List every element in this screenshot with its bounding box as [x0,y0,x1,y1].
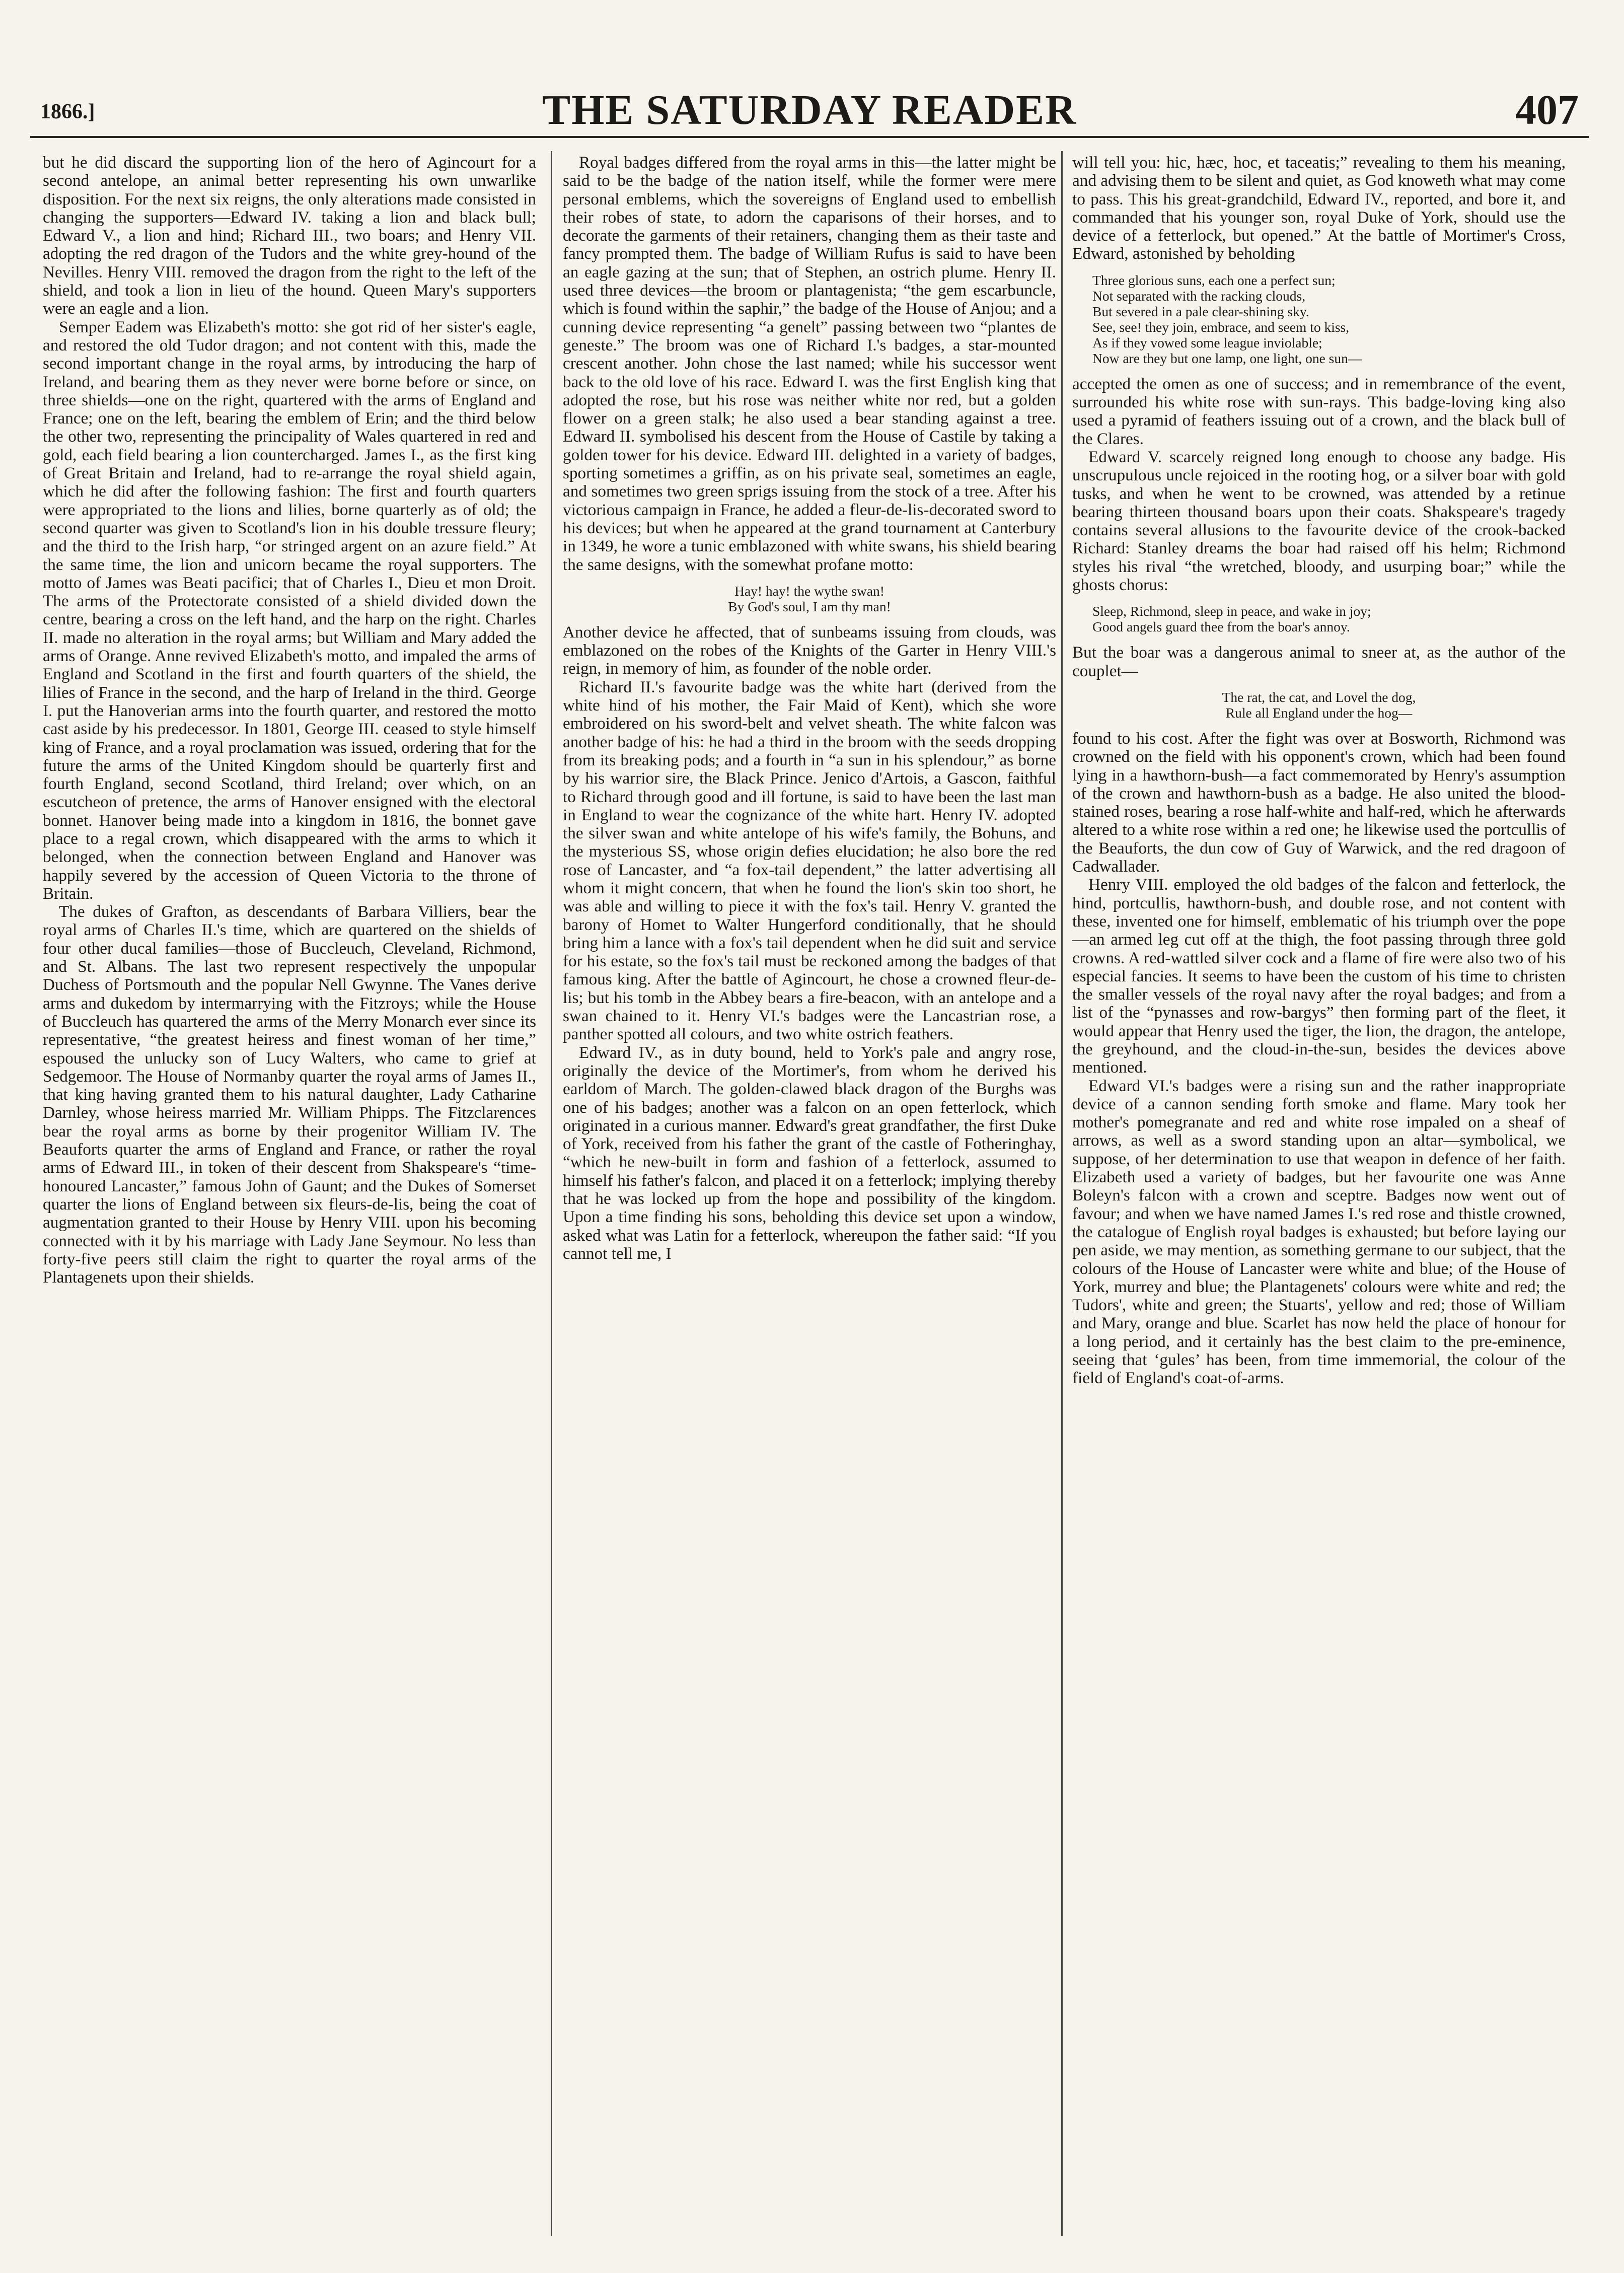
verse-line: The rat, the cat, and Lovel the dog, [1222,689,1416,705]
paragraph: Edward VI.'s badges were a rising sun and the rather inappropriate device of a cannon sending forth smoke and flame. Mary took her mother's pomegranate and red and white rose impaled on a sheaf of arrows, as well as a sword standing upon an altar—symbolical, we suppose, of her determination to use that weapon in defence of her faith. Elizabeth used a variety of badges, but her favourite one was Anne Boleyn's falcon with a crown and sceptre. Badges now went out of favour; and when we have named James I.'s red rose and thistle crowned, the catalogue of English royal badges is exhausted; but before laying our pen aside, we may mention, as something germane to our subject, that the colours of the House of Lancaster were white and blue; of the House of York, murrey and blue; the Plantagenets' colours were white and red; the Tudors', white and green; the Stuarts', yellow and red; those of William and Mary, orange and blue. Scarlet has now held the place of honour for a long period, and it certainly has the best claim to the pre-eminence, seeing that ‘gules’ has been, from time immemorial, the colour of the field of England's coat-of-arms. [1072,1076,1566,1388]
verse-line: But severed in a pale clear-shining sky. [1092,303,1309,319]
paragraph: Richard II.'s favourite badge was the white hart (derived from the white hind of his mother, the Fair Maid of Kent), which she wore embroidered on his sword-belt and velvet sheath. The white falcon was another badge of his: he had a third in the broom with the seeds dropping from its breaking pods; and a fourth in “a sun in his splendour,” as borne by his warrior sire, the Black Prince. Jenico d'Artois, a Gascon, faithful to Richard through good and ill fortune, is said to have been the last man in England to wear the cognizance of the white hart. Henry IV. adopted the silver swan and white antelope of his wife's family, the Bohuns, and the mysterious SS, whose origin defies elucidation; he also bore the red rose of Lancaster, and “a fox-tail dependent,” the latter advertising all whom it might concern, that when he found the lion's skin too short, he was able and willing to piece it with the fox's tail. Henry V. granted the barony of Homet to Walter Hungerford conditionally, that he should bring him a lance with a fox's tail dependent when he did suit and service for his estate, so the fox's tail must be reckoned among the badges of that famous king. After the battle of Agincourt, he chose a crowned fleur-de-lis; but his tomb in the Abbey bears a fire-beacon, with an antelope and a swan chained to it. Henry VI.'s badges were the Lancastrian rose, a panther spotted all colours, and two white ostrich feathers. [563,677,1056,1044]
column-3 [1072,154,1566,2238]
column-rule [1061,151,1063,2236]
verse-line: Sleep, Richmond, sleep in peace, and wake in joy; [1092,603,1371,619]
verse-block [563,583,1056,614]
verse-block [1092,603,1566,634]
issue-year: 1866.] [40,100,95,123]
verse-line: Hay! hay! the wythe swan! [734,583,884,599]
paragraph: But the boar was a dangerous animal to sneer at, as the author of the couplet— [1072,643,1566,680]
paragraph: Royal badges differed from the royal arms in this—the latter might be said to be the badge of the nation itself, while the former were mere personal emblems, which the sovereigns of England used to embellish their robes of state, to adorn the caparisons of their horses, and to decorate the garments of their retainers, changing them as their taste and fancy prompted them. The badge of William Rufus is said to have been an eagle gazing at the sun; that of Stephen, an ostrich plume. Henry II. used three devices—the broom or plantagenista; “the gem escarbuncle, which is found within the saphir,” the badge of the House of Anjou; and a cunning device representing “a genelt” passing between two “plantes de geneste.” The broom was one of Richard I.'s badges, a star-mounted crescent another. John chose the last named; while his successor went back to the old love of his race. Edward I. was the first English king that adopted the rose, but his rose was neither white nor red, but a golden flower on a green stalk; he also used a bear standing against a tree. Edward II. symbolised his descent from the House of Castile by taking a golden tower for his device. Edward III. delighted in a variety of badges, sporting sometimes a griffin, as on his private seal, sometimes an eagle, and sometimes two green sprigs issuing from the stock of a tree. After his victorious campaign in France, he added a fleur-de-lis-decorated sword to his devices; but when he appeared at the grand tournament at Canterbury in 1349, he wore a tunic emblazoned with white swans, his shield bearing the same designs, with the somewhat profane motto: [563,154,1056,574]
paragraph: The dukes of Grafton, as descendants of Barbara Villiers, bear the royal arms of Charles II.'s time, which are quartered on the shields of four other ducal families—those of Buccleuch, Cleveland, Richmond, and St. Albans. The last two represent respectively the unpopular Duchess of Portsmouth and the popular Nell Gwynne. The Vanes derive arms and dukedom by intermarrying with the Fitzroys; while the House of Buccleuch has quartered the arms of the Merry Monarch ever since its representative, “the greatest heiress and finest woman of her time,” espoused the unlucky son of Lucy Walters, who came to grief at Sedgemoor. The House of Normanby quarter the royal arms of James II., that king having granted them to his natural daughter, Lady Catharine Darnley, whose heiress married Mr. William Phipps. The Fitzclarences bear the royal arms as borne by their progenitor William IV. The Beauforts quarter the arms of England and France, or rather the royal arms of Edward III., in token of their descent from Shakspeare's “time-honoured Lancaster,” famous John of Gaunt; and the Dukes of Somerset quarter the lions of England between six fleurs-de-lis, being the coat of augmentation granted to their House by Henry VIII. upon his becoming connected with it by his marriage with Lady Jane Seymour. No less than forty-five peers still claim the right to quarter the royal arms of the Plantagenets upon their shields. [43,902,536,1287]
verse-block [1092,272,1566,366]
verse-line: Good angels guard thee from the boar's annoy. [1092,619,1350,635]
paragraph: Edward V. scarcely reigned long enough to choose any badge. His unscrupulous uncle rejoiced in the rooting hog, or a silver boar with gold tusks, and when he went to be crowned, was attended by a retinue bearing thirteen thousand boars upon their coats. Shakspeare's tragedy contains several allusions to the favourite device of the crook-backed Richard: Stanley dreams the boar had raised off his helm; Richmond styles his rival “the wretched, bloody, and usurping boar;” while the ghosts chorus: [1072,447,1566,595]
paragraph: Henry VIII. employed the old badges of the falcon and fetterlock, the hind, portcullis, hawthorn-bush, and double rose, and not content with these, invented one for himself, emblematic of his triumph over the pope—an armed leg cut off at the thigh, the foot passing through three gold crowns. A red-wattled silver cock and a flame of fire were also two of his especial fancies. It seems to have been the custom of his time to christen the smaller vessels of the royal navy after the royal badges; and from a list of the “pynasses and row-bargys” then forming part of the fleet, it would appear that Henry used the tiger, the lion, the dragon, the antelope, the greyhound, and the cloud-in-the-sun, besides the devices above mentioned. [1072,875,1566,1077]
page-header [30,76,1589,138]
paragraph: will tell you: hic, hæc, hoc, et taceatis;” revealing to them his meaning, and advising them to be silent and quiet, as God knoweth what may come to pass. This his great-grandchild, Edward IV., reported, and bore it, and commanded that his younger son, royal Duke of York, should use the device of a fetterlock, but opened.” At the battle of Mortimer's Cross, Edward, astonished by beholding [1072,154,1566,263]
verse-line: Not separated with the racking clouds, [1092,288,1306,304]
paragraph: found to his cost. After the fight was over at Bosworth, Richmond was crowned on the field with his opponent's crown, which had been found lying in a hawthorn-bush—a fact commemorated by Henry's assumption of the crown and hawthorn-bush as a badge. He also united the blood-stained roses, bearing a rose half-white and half-red, which he afterwards altered to a white rose within a red one; he likewise used the portcullis of the Beauforts, the dun cow of Guy of Warwick, and the red dragoon of Cadwallader. [1072,729,1566,876]
paragraph: Edward IV., as in duty bound, held to York's pale and angry rose, originally the device of the Mortimer's, from whom he derived his earldom of March. The golden-clawed black dragon of the Burghs was one of his badges; another was a falcon on an open fetterlock, which originated in a curious manner. Edward's great grandfather, the first Duke of York, received from his father the grant of the castle of Fotheringhay, “which he new-built in form and fashion of a fetterlock, assumed to himself his father's falcon, and placed it on a fetterlock; implying thereby that he was locked up from the hope and possibility of the kingdom. Upon a time finding his sons, beholding this device set upon a window, asked what was Latin for a fetterlock, whereupon the father said: “If you cannot tell me, I [563,1043,1056,1263]
verse-line: See, see! they join, embrace, and seem to kiss, [1092,319,1350,335]
verse-line: By God's soul, I am thy man! [728,598,891,614]
page-number: 407 [1515,87,1579,133]
paragraph: Another device he affected, that of sunbeams issuing from clouds, was emblazoned on the robes of the Knights of the Garter in Henry VIII.'s reign, in memory of him, as founder of the noble order. [563,622,1056,678]
verse-block [1072,689,1566,721]
masthead-title: THE SATURDAY READER [542,87,1077,133]
paragraph: but he did discard the supporting lion of the hero of Agincourt for a second antelope, an animal better representing his own unwarlike disposition. For the next six reigns, the only alterations made consisted in changing the supporters—Edward IV. taking a lion and black bull; Edward V., a lion and hind; Richard III., two boars; and Henry VII. adopting the red dragon of the Tudors and the white grey-hound of the Nevilles. Henry VIII. removed the dragon from the right to the left of the shield, and took a lion in lieu of the hound. Queen Mary's supporters were an eagle and a lion. [43,154,536,318]
column-1 [43,154,536,2238]
column-2 [563,154,1056,2238]
verse-line: Three glorious suns, each one a perfect sun; [1092,272,1336,288]
paragraph: accepted the omen as one of success; and in remembrance of the event, surrounded his white rose with sun-rays. This badge-loving king also used a pyramid of feathers issuing out of a crown, and the black bull of the Clares. [1072,374,1566,448]
verse-line: Rule all England under the hog— [1225,704,1413,721]
paragraph: Semper Eadem was Elizabeth's motto: she got rid of her sister's eagle, and restored the old Tudor dragon; and not content with this, made the second important change in the royal arms, by introducing the harp of Ireland, and bearing them as they never were borne before or since, on three shields—one on the right, quartered with the arms of England and France; one on the left, bearing the emblem of Erin; and the third below the other two, representing the principality of Wales quartered in red and gold, each field bearing a lion countercharged. James I., as the first king of Great Britain and Ireland, had to re-arrange the royal shield again, which he did after the following fashion: The first and fourth quarters were appropriated to the lions and lilies, borne quarterly as of old; the second quarter was given to Scotland's lion in his double tressure fleury; and the third to the Irish harp, “or stringed argent on an azure field.” At the same time, the lion and unicorn became the royal supporters. The motto of James was Beati pacifici; that of Charles I., Dieu et mon Droit. The arms of the Protectorate consisted of a shield divided down the centre, bearing a cross on the left hand, and the harp on the right. Charles II. made no alteration in the royal arms; but William and Mary added the arms of Orange. Anne revived Elizabeth's motto, and impaled the arms of England and Scotland in the first and fourth quarters of the shield, the lilies of France in the second, and the harp of Ireland in the third. George I. put the Hanoverian arms into the fourth quarter, and restored the motto cast aside by his predecessor. In 1801, George III. ceased to style himself king of France, and a royal proclamation was issued, ordering that for the future the arms of the United Kingdom should be quarterly first and fourth England, second Scotland, third Ireland; over which, on an escutcheon of pretence, the arms of Hanover ensigned with the electoral bonnet. Hanover being made into a kingdom in 1816, the bonnet gave place to a regal crown, which disappeared with the arms to which it belonged, when the connection between England and Hanover was happily severed by the accession of Queen Victoria to the throne of Britain. [43,317,536,903]
verse-line: Now are they but one lamp, one light, one sun— [1092,350,1362,366]
verse-line: As if they vowed some league inviolable; [1092,334,1322,350]
column-rule [551,151,552,2236]
